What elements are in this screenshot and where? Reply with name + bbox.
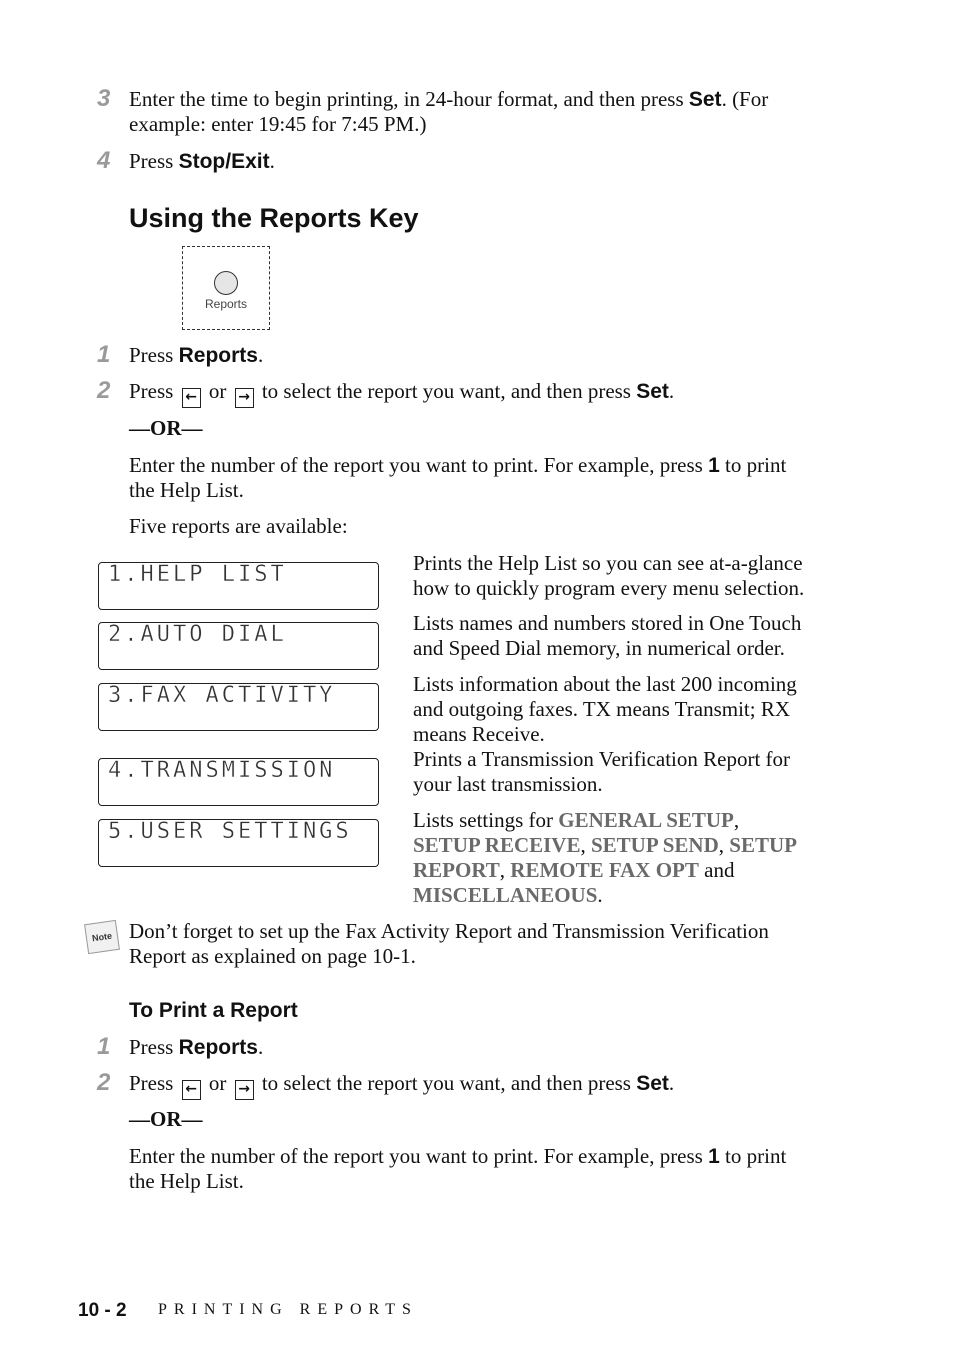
step-text [129,343,263,368]
or-separator: —OR— [129,416,203,440]
desc-line: your last transmission. [413,772,603,796]
note-line: Report as explained on page 10-1. [129,944,416,968]
desc-line: Prints a Transmission Verification Report for [413,747,791,771]
lcd-transmission [98,758,379,806]
desc-line: Lists information about the last 200 incoming [413,672,797,696]
note-line: Don’t forget to set up the Fax Activity Report and Transmission Verification [129,919,769,943]
lcd-text: 1.HELP LIST [108,562,287,587]
step-text-pre: Press [129,1071,179,1095]
step-number: 4 [97,147,111,174]
enter-number-text [129,453,849,503]
enter-text-pre: Enter the number of the report you want to print. For example, press [129,453,709,477]
lcd-user-settings [98,819,379,867]
lcd-text: 2.AUTO DIAL [108,622,287,647]
step-text-pre: Press [129,343,179,367]
step-text-post: . (For [721,87,769,111]
report-description [413,747,833,797]
step-text-pre: Press [129,149,179,173]
desc-end: . [597,883,603,907]
chapter-title: PRINTING REPORTS [158,1301,418,1318]
step-number: 1 [97,341,111,368]
step-text-post: . [257,1035,264,1059]
note-icon: Note [84,920,120,954]
lcd-help-list [98,562,379,610]
step-text-post: to select the report you want, and then press [256,1071,637,1095]
desc-sep: , [718,833,730,857]
step-text-or: or [203,1071,232,1095]
lcd-fax-activity [98,683,379,731]
step-text-post: . [269,149,275,173]
stop-exit-key-label: Stop/Exit [178,150,270,173]
step-number: 3 [97,85,111,112]
desc-line: and Speed Dial memory, in numerical order. [413,636,785,660]
section-title: Using the Reports Key [129,203,419,233]
desc-line: means Receive. [413,722,545,746]
reports-key-name: Reports [178,344,258,367]
step-number: 2 [97,1069,111,1096]
set-key-label: Set [636,1072,669,1095]
desc-and: and [698,858,735,882]
page-number: 10 - 2 [78,1300,127,1321]
left-arrow-key-icon: ← [182,388,201,408]
reports-key-name: Reports [178,1036,258,1059]
key-one-label: 1 [708,1145,720,1168]
reports-key-illustration [182,246,270,330]
desc-line: Prints the Help List so you can see at-a-glance [413,551,803,575]
desc-line: Lists names and numbers stored in One Touch [413,611,802,635]
step-text-pre: Press [129,1035,179,1059]
step-number: 1 [97,1033,111,1060]
left-arrow-key-icon: ← [182,1080,201,1100]
right-arrow-key-icon: → [235,1080,254,1100]
step-text-pre: Press [129,379,179,403]
enter-text-line2: the Help List. [129,1169,244,1193]
enter-text-post: to print [719,1144,787,1168]
menu-name: MISCELLANEOUS [413,883,598,907]
step-text-pre: Enter the time to begin printing, in 24-hour format, and then press [129,87,689,111]
step-text-post: to select the report you want, and then press [256,379,637,403]
report-description [413,611,833,661]
set-key-label: Set [636,380,669,403]
lcd-text: 3.FAX ACTIVITY [108,683,336,708]
step-text-line2: example: enter 19:45 for 7:45 PM.) [129,112,427,136]
reports-key-label: Reports [204,297,248,311]
menu-name: SETUP RECEIVE [413,833,581,857]
or-separator: —OR— [129,1107,203,1131]
step-text [129,87,849,137]
report-description [413,672,833,747]
report-description [413,551,833,601]
menu-name: REMOTE FAX OPT [510,858,699,882]
enter-text-pre: Enter the number of the report you want to print. For example, press [129,1144,709,1168]
step-text [129,1071,849,1100]
desc-sep: , [733,808,740,832]
step-text-post: . [257,343,264,367]
enter-text-line2: the Help List. [129,478,244,502]
step-text [129,1035,263,1060]
right-arrow-key-icon: → [235,388,254,408]
step-text-or: or [203,379,232,403]
menu-name: GENERAL SETUP [558,808,734,832]
desc-line: and outgoing faxes. TX means Transmit; RX [413,697,791,721]
step-text-end: . [668,1071,675,1095]
step-text [129,149,275,174]
step-number: 2 [97,377,111,404]
desc-sep: , [580,833,591,857]
desc-sep: , [499,858,511,882]
desc-pre: Lists settings for [413,808,559,832]
report-description [413,808,833,908]
reports-button-icon [214,271,238,295]
step-text [129,379,849,408]
note-text [129,919,849,969]
lcd-auto-dial [98,622,379,670]
lcd-text: 5.USER SETTINGS [108,819,352,844]
subsection-title: To Print a Report [129,999,298,1022]
lcd-text: 4.TRANSMISSION [108,758,336,783]
enter-number-text [129,1144,849,1194]
reports-available-text: Five reports are available: [129,514,348,538]
menu-name: SETUP [729,833,797,857]
enter-text-post: to print [719,453,787,477]
menu-name: SETUP SEND [590,833,719,857]
key-one-label: 1 [708,454,720,477]
desc-line: how to quickly program every menu selection. [413,576,805,600]
step-text-end: . [668,379,675,403]
set-key-label: Set [688,88,722,111]
menu-name: REPORT [413,858,500,882]
